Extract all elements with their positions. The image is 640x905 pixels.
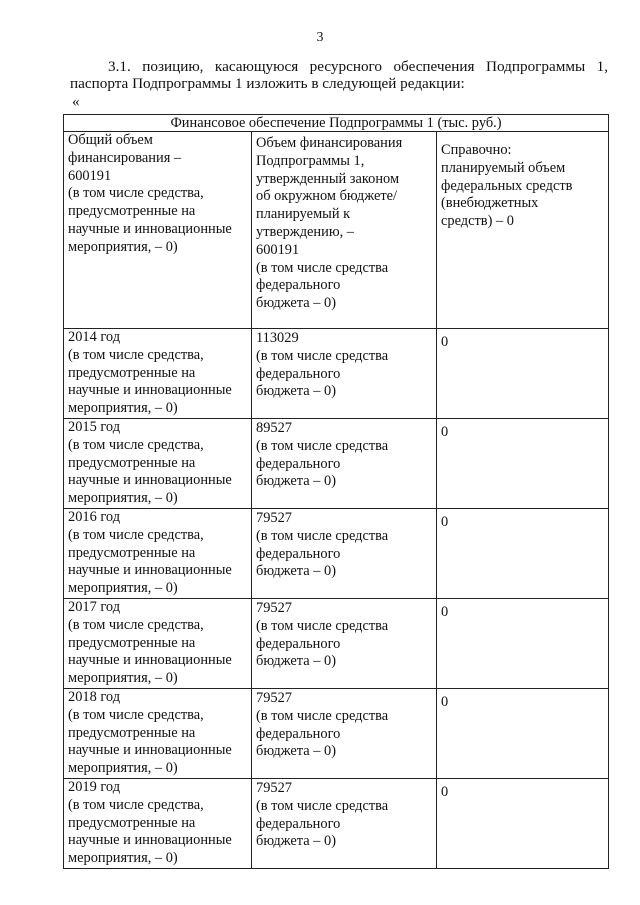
year-cell	[64, 599, 252, 689]
year-text: 2014 год (в том числе средства, предусмотренные на научные и инновационные мероприятия, – 0)	[68, 329, 232, 417]
amount-text: 79527 (в том числе средства федерального бюджета – 0)	[256, 690, 389, 760]
financing-table	[63, 114, 609, 869]
table-row-2015	[64, 419, 609, 509]
amount-cell	[252, 779, 437, 869]
intro-line-1: 3.1. позицию, касающуюся ресурсного обеспечения Подпрограммы 1,	[108, 58, 608, 75]
year-text: 2016 год (в том числе средства, предусмотренные на научные и инновационные мероприятия, – 0)	[68, 509, 232, 597]
reference-text: 0	[441, 334, 449, 350]
intro-paragraph	[70, 58, 608, 110]
table-row-2014	[64, 329, 609, 419]
year-cell	[64, 419, 252, 509]
reference-cell	[437, 689, 609, 779]
year-text: 2015 год (в том числе средства, предусмотренные на научные и инновационные мероприятия, – 0)	[68, 419, 232, 507]
header-subprogram-financing-text: Объем финансирования Подпрограммы 1, утвержденный законом об окружном бюджете/ планируемый к утверждению, – 600191 (в том числе средства федерального бюджета – 0)	[256, 135, 403, 312]
amount-text: 79527 (в том числе средства федерального бюджета – 0)	[256, 510, 389, 580]
amount-text: 113029 (в том числе средства федерального бюджета – 0)	[256, 330, 389, 400]
opening-quote: «	[72, 93, 80, 110]
reference-text: 0	[441, 424, 449, 440]
year-cell	[64, 779, 252, 869]
header-federal-reference-text: Справочно: планируемый объем федеральных средств (внебюджетных средств) – 0	[441, 142, 573, 230]
amount-cell	[252, 599, 437, 689]
reference-text: 0	[441, 784, 449, 800]
table-row-2016	[64, 509, 609, 599]
amount-cell	[252, 419, 437, 509]
reference-cell	[437, 419, 609, 509]
amount-cell	[252, 689, 437, 779]
amount-text: 89527 (в том числе средства федерального бюджета – 0)	[256, 420, 389, 490]
header-subprogram-financing	[252, 132, 437, 329]
year-text: 2017 год (в том числе средства, предусмотренные на научные и инновационные мероприятия, – 0)	[68, 599, 232, 687]
year-cell	[64, 329, 252, 419]
reference-text: 0	[441, 514, 449, 530]
amount-cell	[252, 509, 437, 599]
reference-cell	[437, 509, 609, 599]
table-row-2018	[64, 689, 609, 779]
year-cell	[64, 509, 252, 599]
reference-text: 0	[441, 604, 449, 620]
reference-cell	[437, 329, 609, 419]
header-total-financing-text: Общий объем финансирования – 600191 (в том числе средства, предусмотренные на научные и инновационные мероприятия, – 0)	[68, 132, 232, 255]
reference-text: 0	[441, 694, 449, 710]
amount-text: 79527 (в том числе средства федерального бюджета – 0)	[256, 780, 389, 850]
reference-cell	[437, 779, 609, 869]
table-header-row	[64, 132, 609, 329]
header-federal-reference	[437, 132, 609, 329]
amount-text: 79527 (в том числе средства федерального бюджета – 0)	[256, 600, 389, 670]
amount-cell	[252, 329, 437, 419]
year-text: 2019 год (в том числе средства, предусмотренные на научные и инновационные мероприятия, – 0)	[68, 779, 232, 867]
header-total-financing	[64, 132, 252, 329]
year-cell	[64, 689, 252, 779]
intro-line-2: паспорта Подпрограммы 1 изложить в следующей редакции:	[70, 75, 465, 92]
page-number: 3	[316, 30, 324, 45]
reference-cell	[437, 599, 609, 689]
table-row-2019	[64, 779, 609, 869]
year-text: 2018 год (в том числе средства, предусмотренные на научные и инновационные мероприятия, – 0)	[68, 689, 232, 777]
table-caption: Финансовое обеспечение Подпрограммы 1 (тыс. руб.)	[64, 115, 609, 132]
table-row-2017	[64, 599, 609, 689]
